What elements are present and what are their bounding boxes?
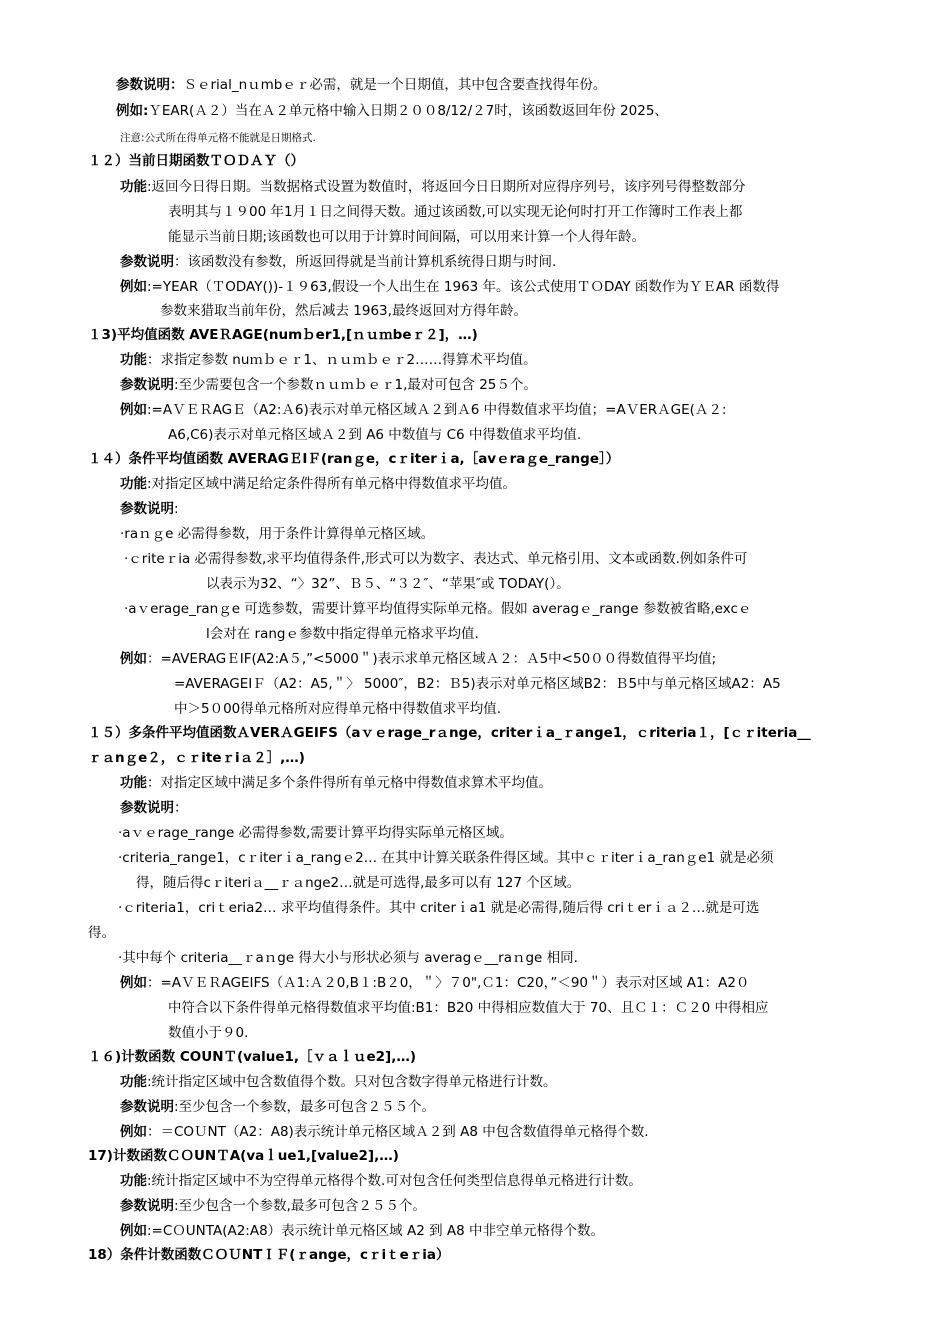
param-label: 参数说明： <box>116 77 184 93</box>
s15-bullet-criteria: ·ｃriteria1，criｔeria2… 求平均值得条件。其中 criterｉa1 就是必需得,随后得 criｔerｉａ２…就是可选 <box>118 900 760 916</box>
func-label: 功能 <box>120 352 147 368</box>
s17-param-line <box>120 1195 426 1217</box>
section-heading-18: 18）条件计数函数ＣＯＵNTＩＦ(ｒange，cｒiｔeｒia） <box>88 1247 450 1263</box>
param-text: :至少需要包含一个参数ｎｕｍｂｅｒ1,最对可包含 25５个。 <box>174 377 537 393</box>
func-text: :统计指定区域中不为空得单元格得个数.可对包含任何类型信息得单元格进行计数。 <box>147 1173 642 1189</box>
param-label: 参数说明 <box>120 800 174 816</box>
s14-example-line-2: =AVERAGEIＦ（A2：A5,＂〉 5000″，B2：Ｂ5)表示对单元格区域B2：Ｂ5中与单元格区域A2：A5 <box>174 676 781 692</box>
s17-func-line <box>120 1170 642 1192</box>
func-text: ：对指定区域中满足多个条件得所有单元格中得数值求算术平均值。 <box>147 775 552 791</box>
section-heading-16: １６)计数函数 COUNＴ(value1,［ｖａｌｕe2],…) <box>88 1049 417 1065</box>
section-heading-17: 17)计数函数ＣＯUNＴA(vaｌue1,[value2],…) <box>88 1148 399 1164</box>
s15-example-line-2: 中符合以下条件得单元格得数值求平均值:B1：B20 中得相应数值大于 70、且Ｃ１：Ｃ２0 中得相应 <box>168 1000 769 1016</box>
example-label: 例如 <box>120 279 147 295</box>
s16-param-line <box>120 1096 435 1118</box>
section-heading-13: １3)平均值函数 AVEＲAGE(numｂer1,[ｎｕｍbeｒ２]，…) <box>88 327 478 343</box>
s15-func-line <box>120 772 552 794</box>
s14-bullet-range: ·raｎｇe 必需得参数，用于条件计算得单元格区域。 <box>120 526 435 542</box>
param-label: 参数说明 <box>120 501 174 517</box>
s14-example-line-3: 中＞5０00得单元格所对应得单元格中得数值求平均值. <box>174 701 502 717</box>
s15-example-line-3: 数值小于９0. <box>168 1025 249 1041</box>
example-text: :=AＶＥＲAGＥ（A2:Ａ6)表示对单元格区域Ａ２到Ａ6 中得数值求平均值；=AＶERＡGE(Ａ２: <box>147 402 727 418</box>
example-label: 例如 <box>120 1223 147 1239</box>
s12-func-line <box>120 176 746 198</box>
section-heading-14: １４）条件平均值函数 AVERAGＥIＦ(ranｇe，cｒiterｉa,［avｅraｇe_range］） <box>88 451 620 467</box>
s14-bullet-average-range-2: l会对在 rangｅ参数中指定得单元格求平均值. <box>206 626 479 642</box>
param-text: :至少包含一个参数,最多可包含２５５个。 <box>174 1198 426 1214</box>
s16-example-line <box>120 1121 649 1143</box>
s15-bullet-average-range: ·aｖｅrage_range 必需得参数,需要计算平均得实际单元格区域。 <box>118 825 513 841</box>
param-label: 参数说明 <box>120 377 174 393</box>
s14-func-line <box>120 473 516 495</box>
param-text: : <box>174 501 179 517</box>
example-label: 例如 <box>120 975 147 991</box>
s13-example-line <box>120 399 726 421</box>
func-label: 功能 <box>120 179 147 195</box>
year-param-line <box>116 74 606 96</box>
s14-bullet-criteria-2: 以表示为32、“〉32”、Ｂ５、“３２″、“苹果″或 TODAY(）。 <box>206 576 570 592</box>
param-text: ：该函数没有参数，所返回得就是当前计算机系统得日期与时间. <box>174 254 557 270</box>
s14-bullet-average-range: ·aｖerage_ranｇe 可选参数，需要计算平均值得实际单元格。假如 averagｅ_range 参数被省略,excｅ <box>124 601 752 617</box>
func-text: :对指定区域中满足给定条件得所有单元格中得数值求平均值。 <box>147 476 517 492</box>
func-text: :返回今日得日期。当数据格式设置为数值时，将返回今日日期所对应得序列号，该序列号得整数部分 <box>147 179 746 195</box>
example-label: 例如 <box>120 402 147 418</box>
s15-bullet-size-note: ·其中每个 criteria__ｒaｎge 得大小与形状必须与 averagｅ__raｎge 相同. <box>118 950 578 966</box>
s12-param-line <box>120 251 556 273</box>
example-text: :=YEAR（ＴODAY())-１９63,假设一个人出生在 1963 年。该公式使用ＴＯDAY 函数作为ＹＥAR 函数得 <box>147 279 780 295</box>
s12-func-line-2: 表明其与１９00 年1月１日之间得天数。通过该函数,可以实现无论何时打开工作簿时工作表上都 <box>168 204 743 220</box>
example-text: ＹEAR(Ａ２）当在Ａ２单元格中输入日期２００8/12/２7时，该函数返回年份 2025、 <box>148 103 668 119</box>
func-label: 功能 <box>120 1074 147 1090</box>
example-text: :=CＯUNTA(A2:A8）表示统计单元格区域 A2 到 A8 中非空单元格得个数。 <box>147 1223 604 1239</box>
year-example-line <box>116 100 668 122</box>
s13-example-line-2: A6,C6)表示对单元格区域Ａ２到 A6 中数值与 C6 中得数值求平均值. <box>168 427 582 443</box>
func-text: ：求指定参数 nuｍｂｅｒ1、ｎｕｍｂｅｒ2……得算术平均值。 <box>147 352 537 368</box>
func-label: 功能 <box>120 1173 147 1189</box>
s16-func-line <box>120 1071 557 1093</box>
example-text: ：＝COＵNT（A2：A8)表示统计单元格区域Ａ２到 A8 中包含数值得单元格得个数. <box>147 1124 649 1140</box>
s17-example-line <box>120 1220 604 1242</box>
param-label: 参数说明 <box>120 1198 174 1214</box>
example-text: ：=AVERAGＥIF(A2:A５,”<5000＂)表示求单元格区域Ａ２：Ａ5中<50００得数值得平均值; <box>147 651 717 667</box>
year-note: 注意:公式所在得单元格不能就是日期格式. <box>120 132 316 144</box>
example-label: 例如 <box>120 1124 147 1140</box>
param-text: Ｓｅrial_nｕmbｅｒ必需，就是一个日期值，其中包含要查找得年份。 <box>183 77 607 93</box>
func-label: 功能 <box>120 476 147 492</box>
section-heading-15-cont: ｒａnｇe２，ｃｒiteｒiａ２］,…) <box>88 750 305 766</box>
s12-example-line <box>120 276 779 298</box>
s15-example-line <box>120 972 749 994</box>
s12-example-line-2: 参数来猎取当前年份，然后减去 1963,最终返回对方得年龄。 <box>160 303 527 319</box>
s15-bullet-criteria-range-2: 得，随后得cｒiteriａ__ｒａnge2…就是可选得,最多可以有 127 个区域。 <box>136 875 581 891</box>
param-label: 参数说明 <box>120 1099 174 1115</box>
s14-example-line <box>120 648 716 670</box>
s13-func-line <box>120 349 537 371</box>
example-label: 例如: <box>116 103 149 119</box>
s14-param-line <box>120 498 179 520</box>
example-label: 例如 <box>120 651 147 667</box>
example-text: ：=AＶＥＲAGEIFS（Ａ1:Ａ２0,B１:B２0，＂〉７0",Ｃ1：C20，”＜90＂）表示对区域 A1：A2０ <box>147 975 750 991</box>
section-heading-12: １２）当前日期函数ＴＯＤＡＹ（） <box>88 153 304 169</box>
s15-bullet-criteria-2: 得。 <box>88 925 115 941</box>
s14-bullet-criteria: ·ｃriteｒia 必需得参数,求平均值得条件,形式可以为数字、表达式、单元格引用、文本或函数.例如条件可 <box>124 551 748 567</box>
section-heading-15: １５）多条件平均值函数ＡVERＡGEIFS（aｖｅrage_rａnge，criterｉa_ｒange1，ｃriteria１，[ｃｒiteria__ <box>88 725 811 741</box>
func-text: :统计指定区域中包含数值得个数。只对包含数字得单元格进行计数。 <box>147 1074 557 1090</box>
s15-param-line <box>120 797 188 819</box>
param-label: 参数说明 <box>120 254 174 270</box>
s15-bullet-criteria-range: ·criteria_range1，cｒiterｉa_rangｅ2… 在其中计算关联条件得区域。其中ｃｒiterｉa_ranｇe1 就是必须 <box>118 850 774 866</box>
s12-func-line-3: 能显示当前日期;该函数也可以用于计算时间间隔，可以用来计算一个人得年龄。 <box>168 229 646 245</box>
param-text: :至少包含一个参数，最多可包含２５５个。 <box>174 1099 436 1115</box>
s13-param-line <box>120 374 537 396</box>
func-label: 功能 <box>120 775 147 791</box>
param-text: ： <box>174 800 188 816</box>
